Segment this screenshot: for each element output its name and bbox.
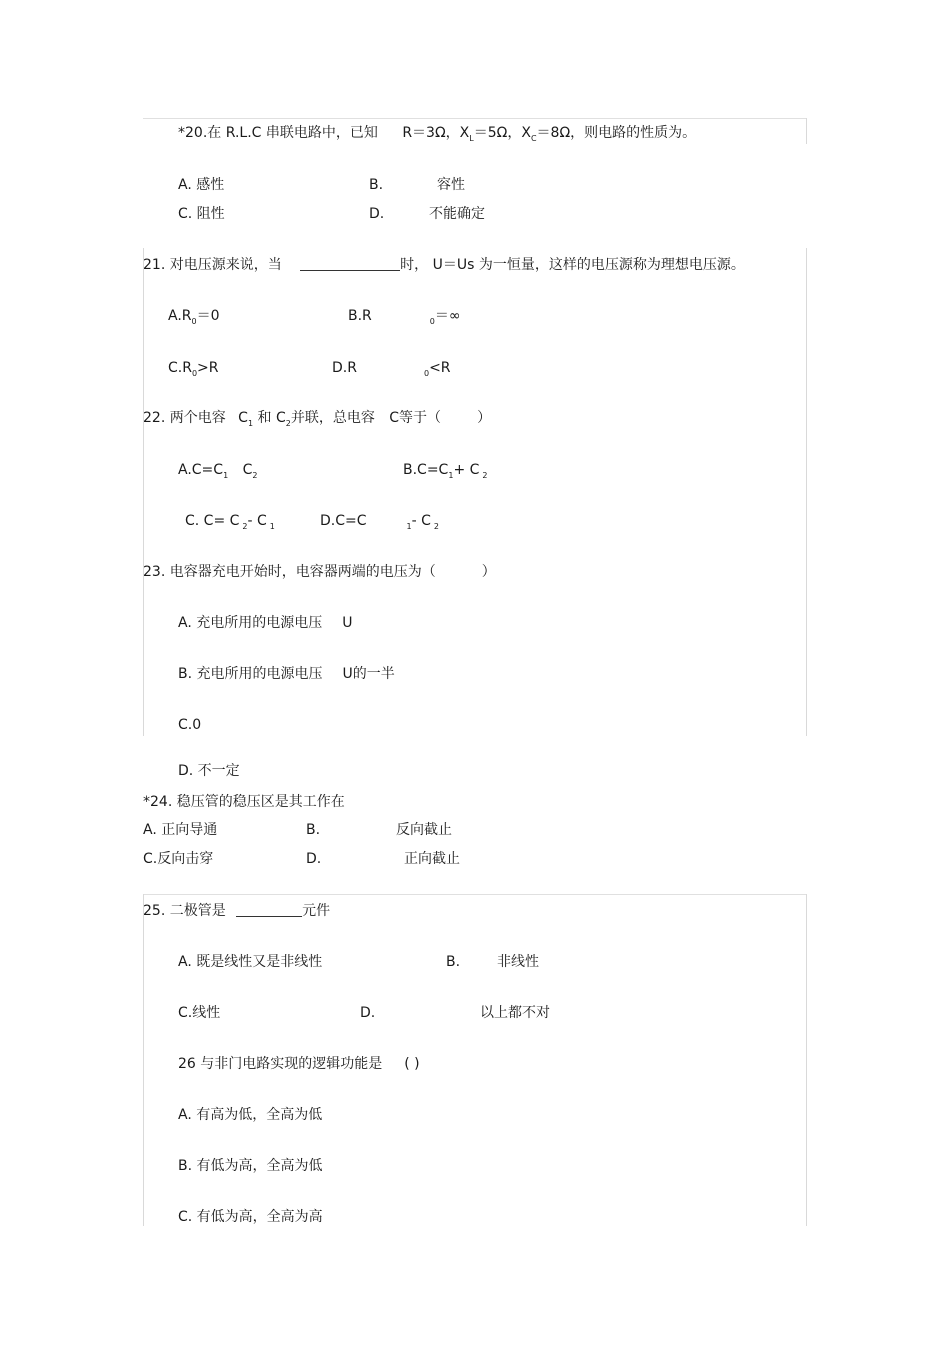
q23-option-a: A. 充电所用的电源电压 U <box>178 615 353 631</box>
q24-option-b-label: B. <box>306 822 321 838</box>
frame-line <box>143 248 144 736</box>
q22-option-a: $A.C=C_1$ $C_2$ <box>178 462 258 480</box>
q24-option-d-text: 正向截止 <box>404 851 460 867</box>
q20-option-b-label: B. <box>369 177 384 193</box>
q23-option-d: D. 不一定 <box>178 763 240 779</box>
q21-stem: 21. 对电压源来说，当 时， U＝Us 为一恒量，这样的电压源称为理想电压源。 <box>143 257 745 273</box>
q20-stem: *20.在 R.L.C 串联电路中，已知 R＝3Ω，$X_L=5\Omega$，$X_C=8\Omega$，则电路的性质为。 <box>178 125 697 143</box>
q21-option-b: B.R $_0$＝∞ <box>348 308 461 326</box>
frame-line <box>806 248 807 736</box>
q20-option-a: A. 感性 <box>178 177 225 193</box>
q23-stem: 23. 电容器充电开始时，电容器两端的电压为（ ） <box>143 564 496 580</box>
q24-option-d-label: D. <box>306 851 322 867</box>
q26-stem: 26 与非门电路实现的逻辑功能是 ( ) <box>178 1056 420 1072</box>
q20-option-b-text: 容性 <box>437 177 465 193</box>
frame-line <box>806 894 807 1226</box>
q21-option-d: D.R $_0$<R <box>332 360 451 378</box>
q20-option-c: C. 阻性 <box>178 206 225 222</box>
frame-line <box>806 118 807 144</box>
q25-option-d-text: 以上都不对 <box>480 1005 550 1021</box>
frame-line <box>143 118 807 119</box>
q21-option-a: $A.R_0=0$ <box>168 308 220 326</box>
q25-option-b-text: 非线性 <box>497 954 539 970</box>
q25-option-a: A. 既是线性又是非线性 <box>178 954 323 970</box>
q22-option-b: $B.C=C_1+ C$ $_2$ <box>403 462 488 480</box>
frame-line <box>143 894 807 895</box>
q25-stem: 25. 二极管是 元件 <box>143 903 331 919</box>
q20-option-d-label: D. <box>369 206 385 222</box>
q26-option-c: C. 有低为高，全高为高 <box>178 1209 323 1225</box>
q23-option-c: C.0 <box>178 717 202 733</box>
q25-option-b-label: B. <box>446 954 461 970</box>
answer-blank <box>300 256 400 271</box>
q25-option-c: C.线性 <box>178 1005 221 1021</box>
q22-option-c: C. C= C $_2$- C $_1$ <box>185 513 275 531</box>
q26-option-b: B. 有低为高，全高为低 <box>178 1158 323 1174</box>
frame-line <box>143 894 144 1226</box>
q25-option-d-label: D. <box>360 1005 376 1021</box>
q24-option-b-text: 反向截止 <box>396 822 452 838</box>
q24-option-c: C.反向击穿 <box>143 851 214 867</box>
q20-option-d-text: 不能确定 <box>429 206 485 222</box>
q26-option-a: A. 有高为低，全高为低 <box>178 1107 323 1123</box>
q23-option-b: B. 充电所用的电源电压 U的一半 <box>178 666 395 682</box>
q22-option-d: D.C=C $_1$- C $_2$ <box>320 513 439 531</box>
q24-option-a: A. 正向导通 <box>143 822 218 838</box>
q21-option-c: $C.R_0>R$ <box>168 360 219 378</box>
answer-blank <box>236 902 302 917</box>
q22-stem: 22. 两个电容 $C_1$ 和 $C_2$并联，总电容 C等于（ ） <box>143 410 492 428</box>
q24-stem: *24. 稳压管的稳压区是其工作在 <box>143 794 345 810</box>
